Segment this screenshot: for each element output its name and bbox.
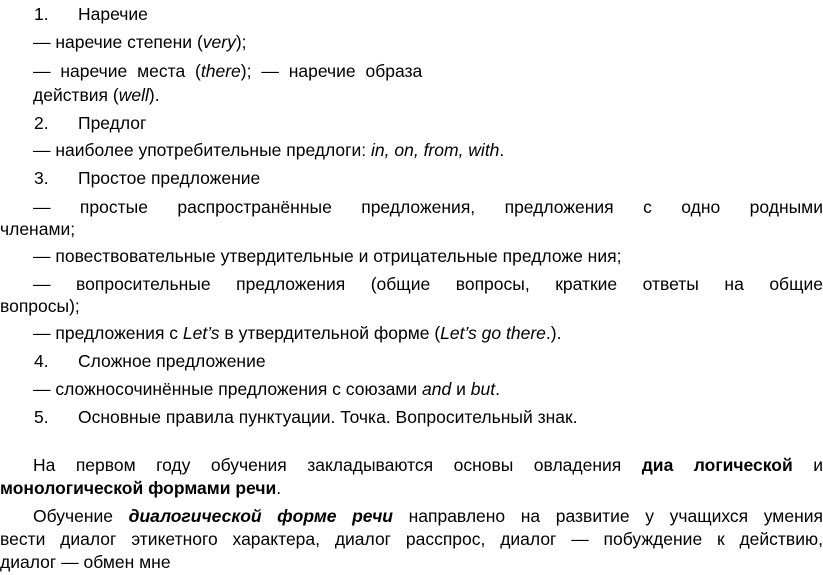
italic-term: but bbox=[470, 379, 496, 399]
bold-term: монологической формами речи bbox=[0, 478, 277, 498]
text-line bbox=[33, 322, 813, 344]
paragraph-line bbox=[0, 477, 500, 499]
text-span: . bbox=[276, 478, 282, 498]
text-span: направлено на развитие у учащихся умения bbox=[392, 506, 823, 526]
text-line: — повествовательные утвердительные и отрицательные предложе ния; bbox=[33, 246, 622, 266]
paragraph-line bbox=[33, 505, 823, 527]
text-line bbox=[33, 60, 469, 82]
text-span: и bbox=[792, 455, 823, 475]
italic-term: well bbox=[118, 85, 149, 105]
text-span: . bbox=[499, 140, 505, 160]
list-number: 2. bbox=[34, 113, 49, 133]
paragraph-line bbox=[33, 454, 823, 476]
text-span: — наиболее употребительные предлоги: bbox=[33, 140, 372, 160]
text-span: Обучение bbox=[33, 506, 129, 526]
list-heading: Простое предложение bbox=[78, 168, 261, 188]
list-number: 1. bbox=[34, 4, 49, 24]
paragraph-line: диалог — обмен мне bbox=[0, 552, 171, 572]
list-item-3 bbox=[34, 167, 734, 189]
italic-term: Let’s bbox=[182, 323, 220, 343]
text-span: действия ( bbox=[33, 85, 119, 105]
italic-term: and bbox=[422, 379, 452, 399]
italic-term: there bbox=[200, 61, 241, 81]
list-number: 5. bbox=[34, 407, 49, 427]
list-heading: Сложное предложение bbox=[78, 351, 266, 371]
list-heading: Основные правила пунктуации. Точка. Вопросительный знак. bbox=[78, 407, 578, 427]
text-line: членами; bbox=[0, 219, 76, 239]
list-item-1 bbox=[34, 3, 734, 25]
text-line bbox=[33, 139, 793, 161]
text-span: ). bbox=[148, 85, 160, 105]
text-line bbox=[33, 378, 813, 400]
text-span: . bbox=[495, 379, 500, 399]
text-line bbox=[33, 31, 733, 53]
italic-term: Let’s go there bbox=[440, 323, 546, 343]
bold-term: диа логической bbox=[641, 455, 793, 475]
text-line: вопросы); bbox=[0, 296, 80, 316]
text-line bbox=[33, 84, 433, 106]
list-item-2 bbox=[34, 112, 734, 134]
paragraph-line: вести диалог этикетного характера, диалог расспрос, диалог — побуждение к действию, bbox=[0, 529, 823, 549]
text-span: — наречие степени ( bbox=[33, 32, 203, 52]
list-item-4 bbox=[34, 350, 734, 372]
italic-term: very bbox=[202, 32, 236, 52]
list-number: 3. bbox=[34, 168, 49, 188]
text-line: — простые распространённые предложения, предложения с одно родными bbox=[33, 197, 823, 217]
list-heading: Наречие bbox=[78, 4, 148, 24]
text-span: в утвердительной форме ( bbox=[219, 323, 441, 343]
text-span: На первом году обучения закладываются основы овладения bbox=[33, 455, 642, 475]
bold-italic-term: диалогической форме речи bbox=[128, 506, 393, 526]
list-item-5 bbox=[34, 406, 794, 428]
text-span: ); bbox=[235, 32, 247, 52]
list-number: 4. bbox=[34, 351, 49, 371]
text-span: — предложения с bbox=[33, 323, 183, 343]
text-span: и bbox=[451, 379, 471, 399]
list-heading: Предлог bbox=[78, 113, 147, 133]
text-span: — наречие места ( bbox=[33, 61, 201, 81]
text-span: — сложносочинённые предложения с союзами bbox=[33, 379, 423, 399]
text-span: ); — наречие образа bbox=[240, 61, 423, 81]
text-line: — вопросительные предложения (общие вопросы, краткие ответы на общие bbox=[33, 274, 823, 294]
text-span: .). bbox=[545, 323, 562, 343]
italic-term: in, on, from, with bbox=[371, 140, 500, 160]
